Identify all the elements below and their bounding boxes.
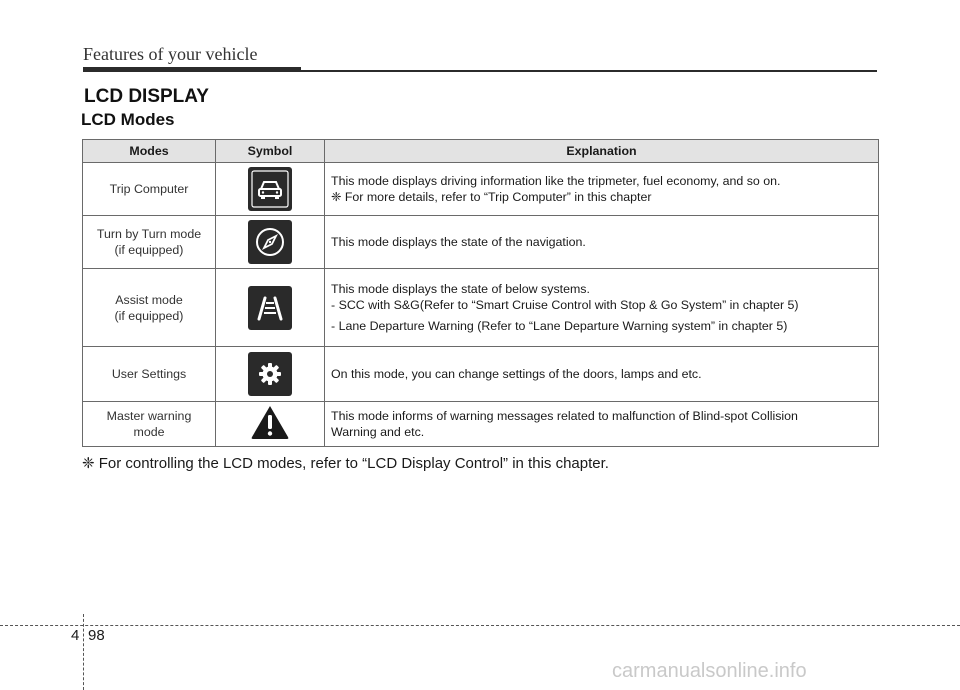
- explanation-text: This mode informs of warning messages related to malfunction of Blind-spot Collision: [331, 409, 798, 423]
- table-header-row: [83, 140, 879, 163]
- table-row: [83, 402, 879, 447]
- mode-cell: [83, 163, 216, 216]
- explanation-bullet: - SCC with S&G(Refer to “Smart Cruise Control with Stop & Go System” in chapter 5): [331, 298, 799, 312]
- explanation-cell: [325, 163, 879, 216]
- symbol-cell: [216, 163, 325, 216]
- header-rule-thin: [301, 70, 877, 72]
- mode-label: Turn by Turn mode: [96, 227, 202, 241]
- symbol-cell: [216, 216, 325, 269]
- mode-label: Master warning: [106, 409, 192, 423]
- table-row: [83, 347, 879, 402]
- header-symbol: Symbol: [216, 140, 325, 163]
- header-title: Features of your vehicle: [83, 44, 258, 64]
- lane-assist-icon: [248, 286, 292, 330]
- watermark: carmanualsonline.info: [612, 660, 807, 682]
- gear-icon: [248, 352, 292, 396]
- page-number: 98: [88, 627, 105, 644]
- chapter-number: 4: [71, 627, 80, 644]
- header-explanation: Explanation: [325, 140, 879, 163]
- mode-cell: [83, 216, 216, 269]
- table-row: [83, 216, 879, 269]
- mode-label: User Settings: [111, 367, 187, 381]
- explanation-cell: [325, 216, 879, 269]
- footer-rule: [0, 625, 960, 626]
- mode-label-qualifier: (if equipped): [114, 243, 184, 257]
- explanation-cell: [325, 269, 879, 347]
- mode-label: Assist mode: [115, 292, 183, 307]
- section-title: LCD DISPLAY: [84, 86, 209, 107]
- explanation-cell: [325, 347, 879, 402]
- explanation-note: ❈ For more details, refer to “Trip Computer” in this chapter: [331, 190, 652, 204]
- explanation-bullet: - Lane Departure Warning (Refer to “Lane Departure Warning system” in chapter 5): [331, 319, 788, 333]
- mode-label-continued: mode: [133, 425, 165, 439]
- symbol-cell: [216, 269, 325, 347]
- explanation-text: This mode displays the state of the navigation.: [331, 235, 586, 249]
- explanation-text-continued: Warning and etc.: [331, 425, 425, 439]
- compass-icon: [248, 220, 292, 264]
- mode-label-qualifier: (if equipped): [114, 308, 184, 323]
- explanation-text: This mode displays the state of below systems.: [331, 282, 590, 296]
- symbol-cell: [216, 402, 325, 447]
- mode-cell: [83, 347, 216, 402]
- lcd-modes-table: [82, 139, 879, 447]
- subsection-title: LCD Modes: [81, 110, 175, 129]
- explanation-text: This mode displays driving information like the tripmeter, fuel economy, and so on.: [331, 174, 781, 188]
- explanation-cell: [325, 402, 879, 447]
- mode-cell: [83, 402, 216, 447]
- footer-vertical-rule: [83, 614, 84, 690]
- mode-label: Trip Computer: [109, 182, 189, 196]
- warning-triangle-icon: [250, 404, 290, 444]
- footnote: ❈ For controlling the LCD modes, refer to “LCD Display Control” in this chapter.: [82, 455, 609, 472]
- header-modes: Modes: [83, 140, 216, 163]
- symbol-cell: [216, 347, 325, 402]
- table-row: [83, 163, 879, 216]
- table-row: [83, 269, 879, 347]
- header-rule-thick: [83, 67, 301, 72]
- car-icon: [248, 167, 292, 211]
- mode-cell: [83, 269, 216, 347]
- explanation-text: On this mode, you can change settings of the doors, lamps and etc.: [331, 367, 702, 381]
